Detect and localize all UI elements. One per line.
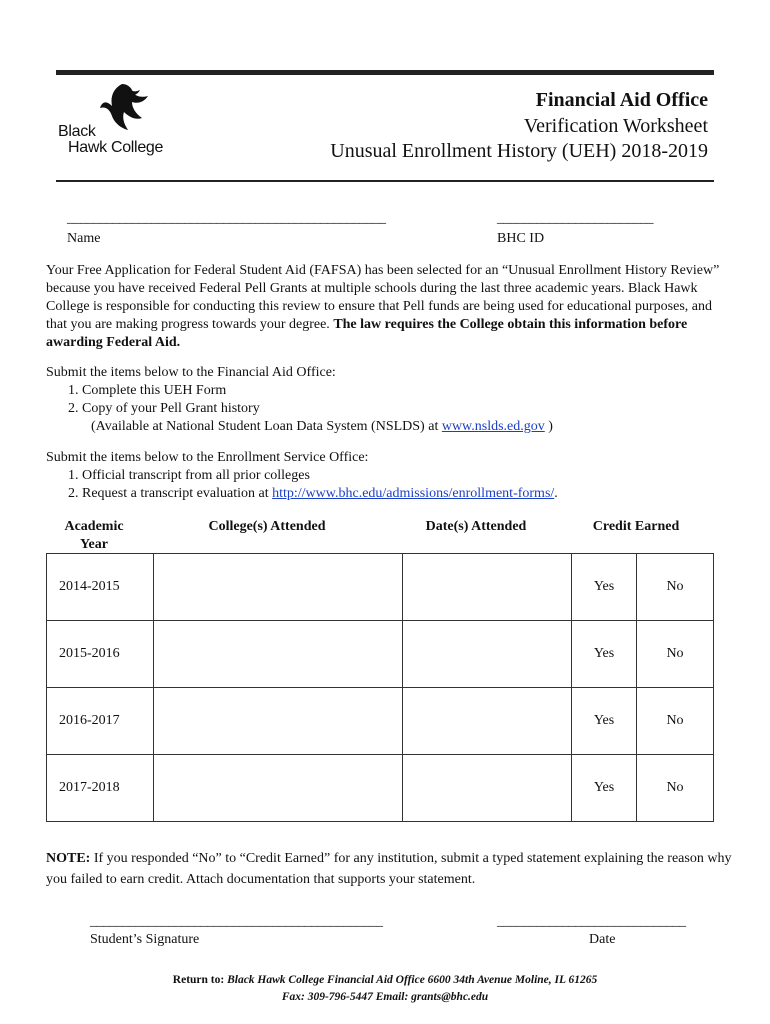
credit-no-cell[interactable]: No (637, 755, 714, 822)
colleges-cell[interactable] (154, 554, 403, 621)
table-row (47, 688, 714, 755)
credit-yes-cell[interactable]: Yes (572, 554, 637, 621)
year-cell: 2017-2018 (47, 755, 154, 822)
note-text: If you responded “No” to “Credit Earned” for any institution, submit a typed statement explaining the reason why you failed to earn credit. Attach documentation that supports your statement. (46, 851, 732, 887)
footer-address (0, 972, 770, 989)
credit-no-cell[interactable]: No (637, 554, 714, 621)
colleges-cell[interactable] (154, 621, 403, 688)
nslds-text-post: ) (544, 419, 553, 434)
hawk-logo-icon (92, 82, 172, 132)
es-item-2-text: 2. Request a transcript evaluation at (68, 486, 273, 501)
credit-no-cell[interactable]: No (637, 621, 714, 688)
enrollment-service-items (46, 449, 558, 503)
enrollment-history-table (46, 553, 714, 822)
credit-note (46, 848, 736, 890)
table-row (47, 755, 714, 822)
note-label: NOTE: (46, 851, 91, 866)
dates-cell[interactable] (403, 621, 572, 688)
es-list-heading: Submit the items below to the Enrollment Service Office: (46, 450, 369, 465)
year-cell: 2016-2017 (47, 688, 154, 755)
signature-input-line[interactable]: _____________________________________________ (90, 914, 383, 929)
es-list-item-2 (46, 485, 558, 503)
name-label: Name (67, 231, 101, 246)
credit-yes-cell[interactable]: Yes (572, 688, 637, 755)
colleges-cell[interactable] (154, 688, 403, 755)
return-address: Black Hawk College Financial Aid Office 6600 34th Avenue Moline, IL 61265 (224, 974, 598, 986)
nslds-text-pre: (Available at National Student Loan Data System (NSLDS) at (91, 419, 442, 434)
table-row (47, 554, 714, 621)
form-subtitle: Unusual Enrollment History (UEH) 2018-2019 (330, 140, 708, 162)
es-item-2-post: . (554, 486, 558, 501)
name-input-line[interactable]: _________________________________________________ (67, 211, 386, 226)
bhc-id-label: BHC ID (497, 231, 545, 246)
credit-yes-cell[interactable]: Yes (572, 755, 637, 822)
dates-cell[interactable] (403, 755, 572, 822)
header-colleges-attended: College(s) Attended (208, 519, 326, 534)
colleges-cell[interactable] (154, 755, 403, 822)
credit-no-cell[interactable]: No (637, 688, 714, 755)
dates-cell[interactable] (403, 688, 572, 755)
enrollment-forms-link[interactable]: http://www.bhc.edu/admissions/enrollment-forms/ (272, 486, 555, 501)
header-credit-earned: Credit Earned (592, 519, 680, 534)
header-academic: Academic (64, 519, 124, 534)
header-top-rule (56, 70, 714, 75)
year-cell: 2014-2015 (47, 554, 154, 621)
header-academic-year (46, 518, 142, 554)
date-label: Date (589, 932, 616, 947)
date-input-line[interactable]: _____________________________ (497, 914, 686, 929)
fa-list-item-1: 1. Complete this UEH Form (68, 383, 227, 398)
financial-aid-items (46, 364, 553, 436)
office-title: Financial Aid Office (535, 89, 708, 111)
fax-email: Fax: 309-796-5447 Email: grants@bhc.edu (281, 991, 489, 1003)
fa-list-item-2-sub (46, 418, 553, 436)
year-cell: 2015-2016 (47, 621, 154, 688)
bhc-id-input-line[interactable]: ________________________ (497, 211, 653, 226)
credit-yes-cell[interactable]: Yes (572, 621, 637, 688)
header-bottom-rule (56, 180, 714, 182)
fa-list-item-2: 2. Copy of your Pell Grant history (68, 401, 260, 416)
fa-list-heading: Submit the items below to the Financial Aid Office: (46, 365, 336, 380)
logo-line-hawk-college: Hawk College (68, 139, 164, 156)
college-logo (58, 82, 178, 164)
nslds-link[interactable]: www.nslds.ed.gov (441, 419, 545, 434)
dates-cell[interactable] (403, 554, 572, 621)
intro-bold-text: The law requires the College obtain this information before awarding Federal Aid. (46, 317, 688, 350)
header-dates-attended: Date(s) Attended (425, 519, 527, 534)
intro-text: Your Free Application for Federal Student Aid (FAFSA) has been selected for an “Unusual Enrollment History Review” because you have received Federal Pell Grants at multiple schools during the last three academic years. Black Hawk College is responsible for conducting this review to ensure that Pell funds are being used for educational purposes, and that you are making progress towards your degree. (46, 263, 720, 332)
table-row (47, 621, 714, 688)
logo-line-black: Black (58, 123, 96, 140)
es-list-item-1: 1. Official transcript from all prior colleges (68, 468, 310, 483)
footer-contact (0, 989, 770, 1006)
intro-paragraph (46, 262, 736, 352)
signature-label: Student’s Signature (90, 932, 200, 947)
worksheet-title: Verification Worksheet (523, 115, 708, 137)
header-year: Year (80, 537, 108, 552)
return-label: Return to: (172, 974, 225, 986)
